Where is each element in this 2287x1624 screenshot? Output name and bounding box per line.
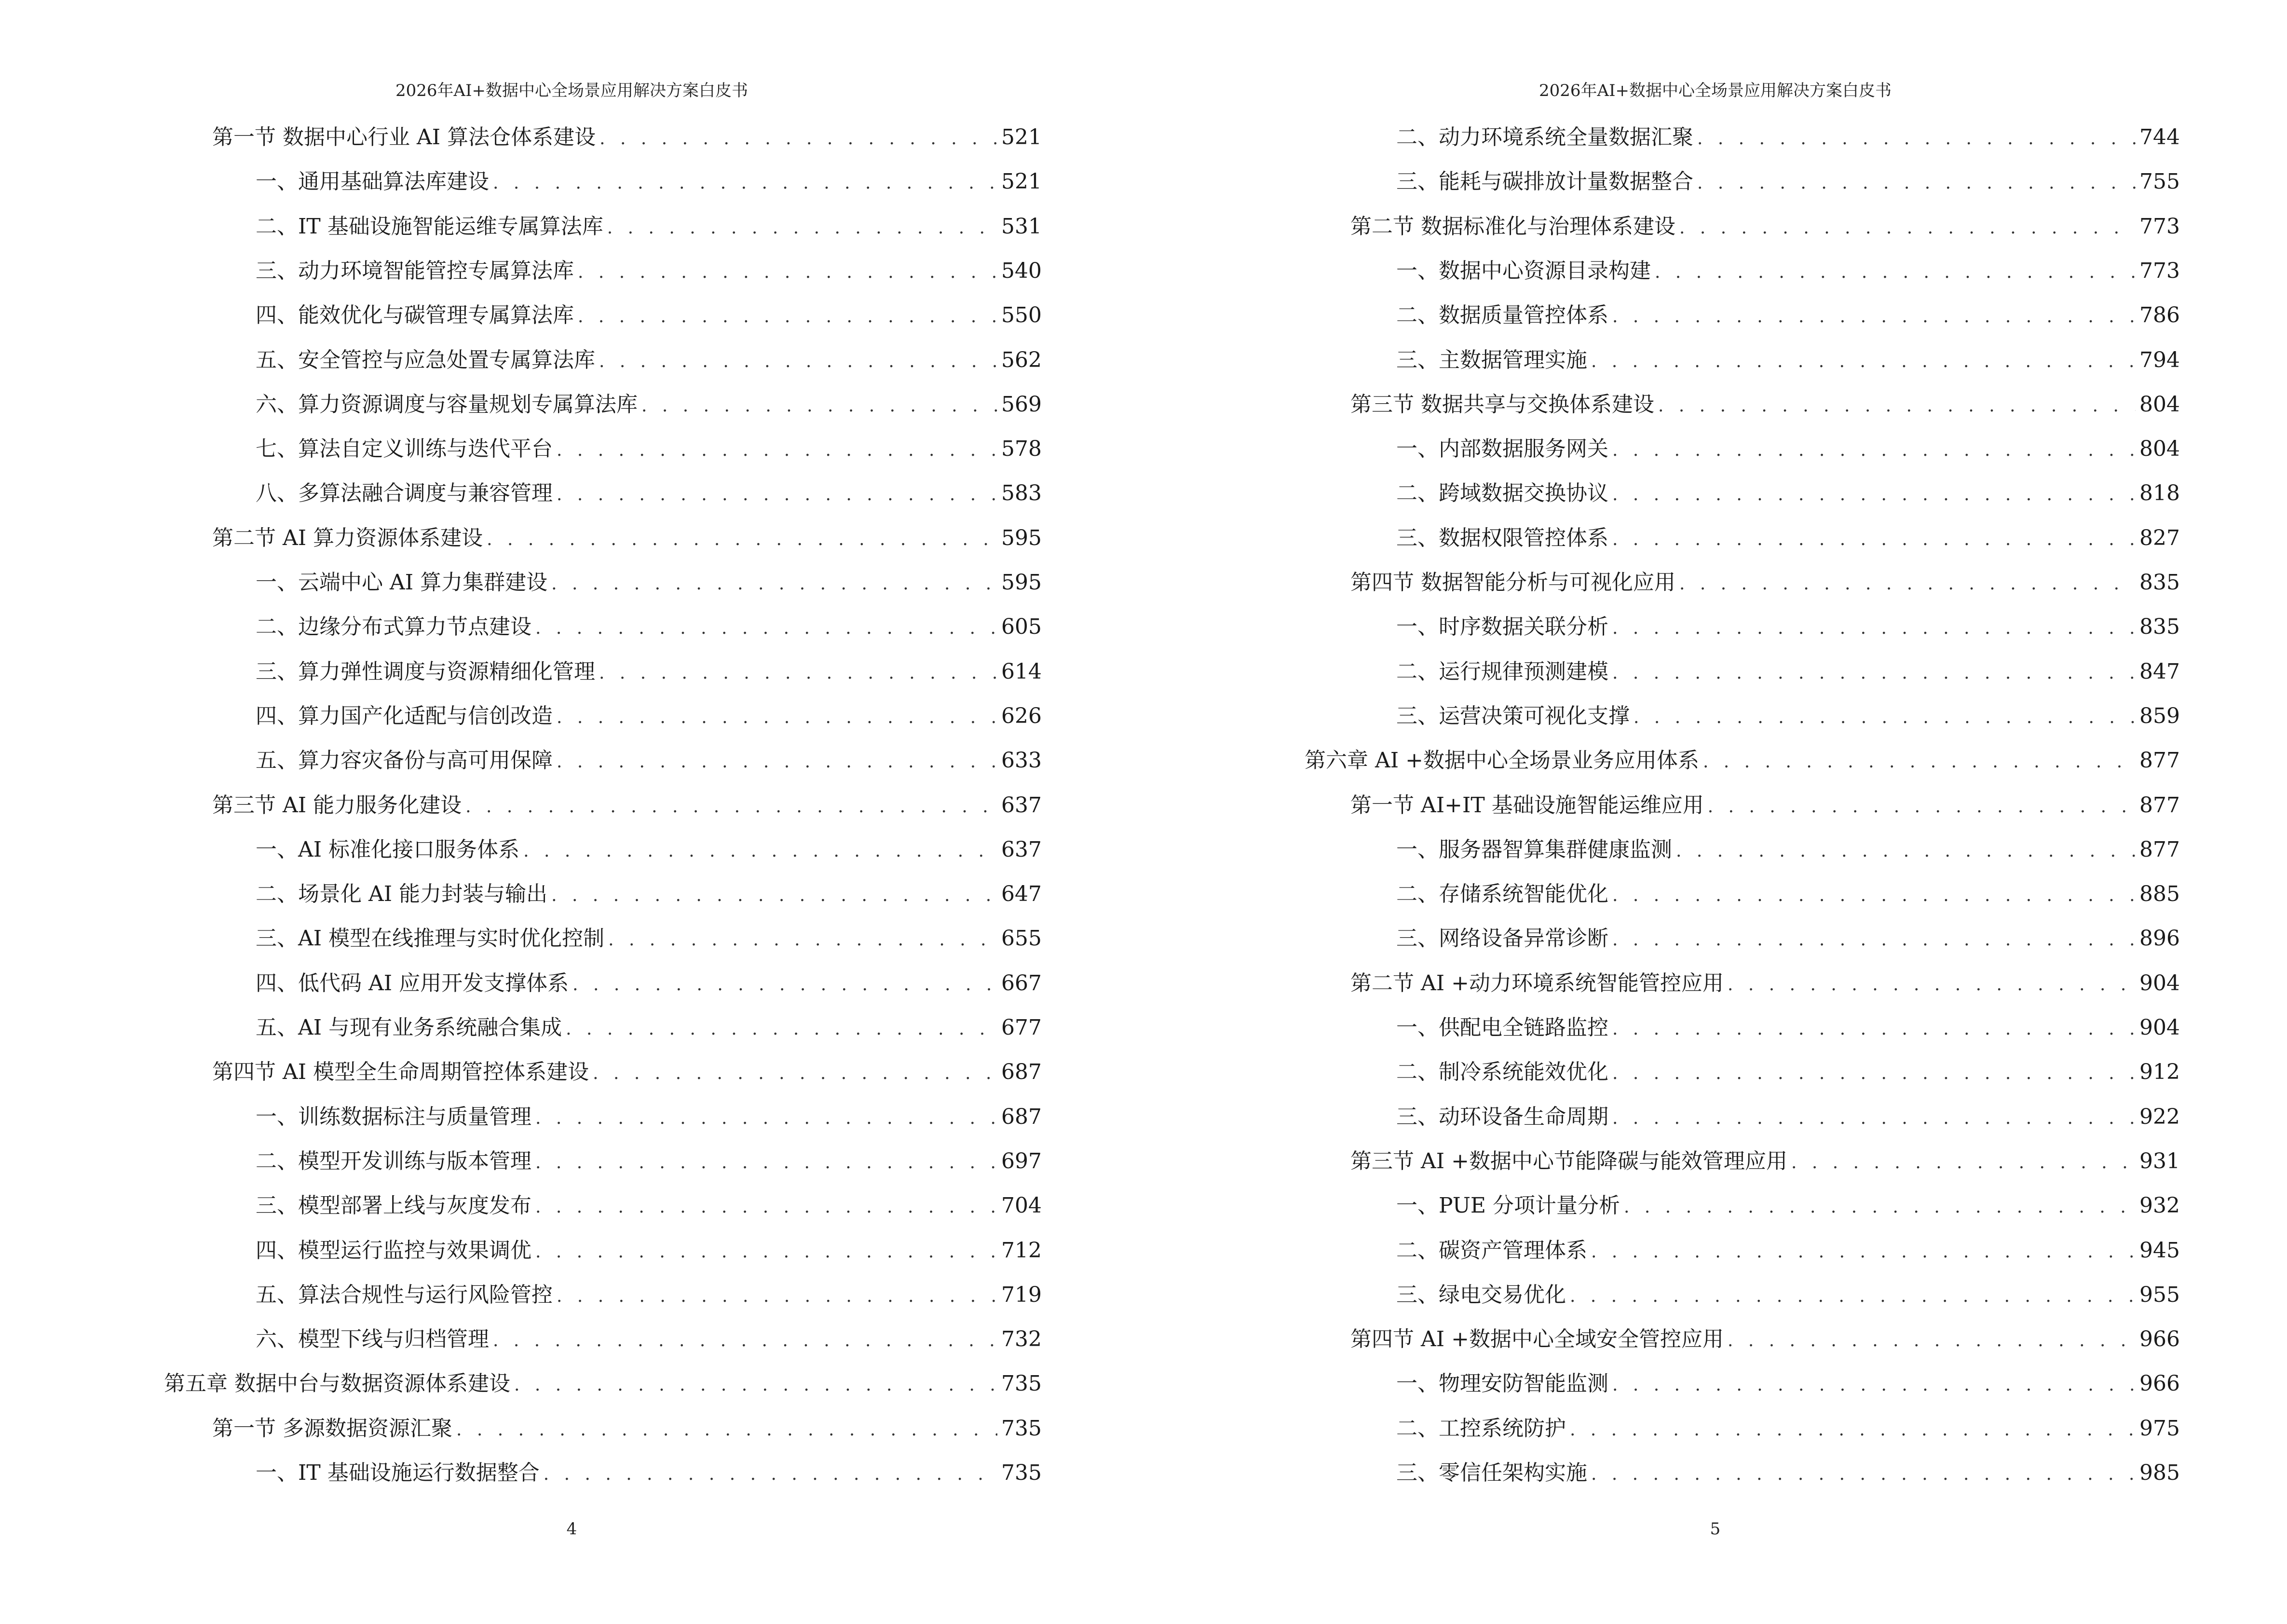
dot-leader <box>535 1242 997 1262</box>
toc-entry-label: 一、PUE 分项计量分析 <box>1396 1193 1620 1218</box>
toc-entry-page-number: 687 <box>1001 1104 1042 1129</box>
toc-subsection-entry[interactable] <box>256 654 1042 683</box>
toc-entry-label: 第一节 数据中心行业 AI 算法仓体系建设 <box>212 125 596 150</box>
toc-subsection-entry[interactable] <box>1396 654 2180 683</box>
toc-section-entry[interactable] <box>212 1054 1042 1083</box>
toc-entry-label: 三、运营决策可视化支撑 <box>1396 703 1630 728</box>
toc-entry-label: 一、AI 标准化接口服务体系 <box>256 837 520 862</box>
dot-leader <box>1679 218 2136 238</box>
toc-subsection-entry[interactable] <box>256 921 1042 950</box>
toc-entry-page-number: 966 <box>2139 1371 2180 1396</box>
toc-entry-page-number: 531 <box>1001 214 1042 239</box>
toc-subsection-entry[interactable] <box>1396 253 2180 282</box>
toc-entry-label: 第五章 数据中台与数据资源体系建设 <box>164 1371 510 1396</box>
dot-leader <box>535 1153 997 1173</box>
dot-leader <box>1612 618 2136 638</box>
toc-entry-page-number: 578 <box>1001 437 1042 462</box>
dot-leader <box>493 173 997 193</box>
dot-leader <box>566 1019 997 1039</box>
toc-entry-page-number: 667 <box>1001 970 1042 996</box>
toc-entry-label: 三、主数据管理实施 <box>1396 347 1587 372</box>
toc-subsection-entry[interactable] <box>256 1233 1042 1262</box>
dot-leader <box>1697 129 2136 149</box>
toc-entry-label: 二、工控系统防护 <box>1396 1416 1566 1441</box>
toc-entry-label: 第四节 AI +数据中心全域安全管控应用 <box>1350 1327 1724 1352</box>
toc-entry-page-number: 744 <box>2139 125 2180 150</box>
toc-entry-label: 第二节 AI +动力环境系统智能管控应用 <box>1350 970 1724 996</box>
toc-entry-page-number: 786 <box>2139 303 2180 328</box>
dot-leader <box>1612 1064 2136 1083</box>
dot-leader <box>1728 1331 2136 1351</box>
dot-leader <box>487 530 997 549</box>
dot-leader <box>1612 930 2136 950</box>
dot-leader <box>557 1286 997 1306</box>
toc-subsection-entry[interactable] <box>1396 431 2180 460</box>
toc-entry-label: 一、时序数据关联分析 <box>1396 614 1608 640</box>
dot-leader <box>557 708 997 727</box>
toc-subsection-entry[interactable] <box>256 1099 1042 1128</box>
toc-subsection-entry[interactable] <box>256 876 1042 905</box>
toc-section-entry[interactable] <box>1350 966 2180 995</box>
toc-subsection-entry[interactable] <box>256 1188 1042 1217</box>
toc-subsection-entry[interactable] <box>256 743 1042 772</box>
toc-entry-label: 八、多算法融合调度与兼容管理 <box>256 481 553 506</box>
toc-entry-label: 第四节 AI 模型全生命周期管控体系建设 <box>212 1060 589 1085</box>
toc-entry-page-number: 626 <box>1001 703 1042 728</box>
toc-subsection-entry[interactable] <box>256 431 1042 460</box>
toc-entry-page-number: 633 <box>1001 748 1042 773</box>
toc-entry-page-number: 521 <box>1001 125 1042 150</box>
toc-entry-page-number: 773 <box>2139 214 2180 239</box>
toc-subsection-entry[interactable] <box>1396 342 2180 371</box>
toc-entry-label: 六、算力资源调度与容量规划专属算法库 <box>256 392 638 417</box>
toc-entry-label: 三、AI 模型在线推理与实时优化控制 <box>256 926 605 951</box>
toc-subsection-entry[interactable] <box>1396 1233 2180 1262</box>
toc-entry-label: 三、动力环境智能管控专属算法库 <box>256 258 574 283</box>
toc-subsection-entry[interactable] <box>256 1455 1042 1484</box>
toc-entry-page-number: 550 <box>1001 303 1042 328</box>
dot-leader <box>1570 1286 2136 1306</box>
dot-leader <box>641 396 997 416</box>
toc-subsection-entry[interactable] <box>1396 1099 2180 1128</box>
dot-leader <box>514 1375 997 1395</box>
dot-leader <box>1679 574 2136 594</box>
dot-leader <box>578 307 997 327</box>
toc-subsection-entry[interactable] <box>1396 520 2180 549</box>
dot-leader <box>607 218 997 238</box>
toc-entry-label: 第一节 AI+IT 基础设施智能运维应用 <box>1350 792 1704 818</box>
toc-entry-page-number: 794 <box>2139 347 2180 372</box>
toc-section-entry[interactable] <box>1350 209 2180 238</box>
toc-entry-label: 二、制冷系统能效优化 <box>1396 1060 1608 1085</box>
toc-subsection-entry[interactable] <box>1396 609 2180 638</box>
toc-subsection-entry[interactable] <box>256 1144 1042 1173</box>
toc-subsection-entry[interactable] <box>1396 1188 2180 1217</box>
toc-entry-page-number: 877 <box>2139 748 2180 773</box>
toc-section-entry[interactable] <box>212 788 1042 817</box>
toc-entry-page-number: 827 <box>2139 525 2180 550</box>
dot-leader <box>599 663 997 683</box>
toc-entry-label: 四、模型运行监控与效果调优 <box>256 1238 531 1263</box>
toc-entry-page-number: 697 <box>1001 1148 1042 1174</box>
dot-leader <box>1612 485 2136 505</box>
dot-leader <box>1591 352 2136 371</box>
toc-entry-page-number: 677 <box>1001 1015 1042 1040</box>
toc-entry-page-number: 955 <box>2139 1282 2180 1307</box>
toc-entry-label: 第三节 AI 能力服务化建设 <box>212 792 462 818</box>
toc-entry-page-number: 637 <box>1001 792 1042 818</box>
toc-entry-label: 第二节 AI 算力资源体系建设 <box>212 525 483 550</box>
toc-entry-page-number: 904 <box>2139 1015 2180 1040</box>
toc-entry-page-number: 931 <box>2139 1148 2180 1174</box>
toc-entry-page-number: 687 <box>1001 1060 1042 1085</box>
toc-entry-label: 四、算力国产化适配与信创改造 <box>256 703 553 728</box>
toc-subsection-entry[interactable] <box>256 966 1042 995</box>
dot-leader <box>535 1108 997 1128</box>
dot-leader <box>1728 975 2136 995</box>
toc-entry-page-number: 904 <box>2139 970 2180 996</box>
toc-subsection-entry[interactable] <box>1396 476 2180 505</box>
dot-leader <box>1570 1420 2136 1440</box>
toc-section-entry[interactable] <box>1350 1322 2180 1351</box>
dot-leader <box>557 485 997 505</box>
toc-subsection-entry[interactable] <box>256 253 1042 282</box>
toc-entry-label: 一、服务器智算集群健康监测 <box>1396 837 1672 862</box>
dot-leader <box>1612 440 2136 460</box>
toc-subsection-entry[interactable] <box>256 298 1042 327</box>
toc-subsection-entry[interactable] <box>1396 1054 2180 1083</box>
toc-entry-label: 二、碳资产管理体系 <box>1396 1238 1587 1263</box>
toc-entry-label: 一、IT 基础设施运行数据整合 <box>256 1460 540 1485</box>
toc-entry-page-number: 647 <box>1001 882 1042 907</box>
toc-entry-label: 四、能效优化与碳管理专属算法库 <box>256 303 574 328</box>
toc-entry-page-number: 773 <box>2139 258 2180 283</box>
dot-leader <box>599 352 997 371</box>
toc-section-entry[interactable] <box>212 520 1042 549</box>
toc-entry-label: 五、安全管控与应急处置专属算法库 <box>256 347 595 372</box>
toc-entry-label: 三、数据权限管控体系 <box>1396 525 1608 550</box>
toc-entry-label: 五、算法合规性与运行风险管控 <box>256 1282 553 1307</box>
dot-leader <box>1634 708 2136 727</box>
toc-entry-label: 第二节 数据标准化与治理体系建设 <box>1350 214 1675 239</box>
toc-subsection-entry[interactable] <box>256 164 1042 193</box>
dot-leader <box>535 1197 997 1217</box>
dot-leader <box>1591 1242 2136 1262</box>
page-number: 5 <box>1710 1519 1721 1539</box>
toc-entry-page-number: 540 <box>1001 258 1042 283</box>
dot-leader <box>1791 1153 2136 1173</box>
toc-entry-label: 三、模型部署上线与灰度发布 <box>256 1193 531 1218</box>
dot-leader <box>593 1064 997 1083</box>
toc-subsection-entry[interactable] <box>1396 698 2180 727</box>
toc-section-entry[interactable] <box>1350 1144 2180 1173</box>
toc-subsection-entry[interactable] <box>256 1010 1042 1039</box>
toc-entry-page-number: 637 <box>1001 837 1042 862</box>
dot-leader <box>578 262 997 282</box>
toc-entry-label: 一、训练数据标注与质量管理 <box>256 1104 531 1129</box>
toc-subsection-entry[interactable] <box>256 832 1042 861</box>
toc-entry-page-number: 732 <box>1001 1327 1042 1352</box>
toc-subsection-entry[interactable] <box>256 209 1042 238</box>
dot-leader <box>557 752 997 772</box>
toc-entry-label: 二、IT 基础设施智能运维专属算法库 <box>256 214 603 239</box>
toc-page-right <box>1144 0 2287 1624</box>
toc-entry-label: 二、动力环境系统全量数据汇聚 <box>1396 125 1693 150</box>
dot-leader <box>572 975 997 995</box>
dot-leader <box>557 440 997 460</box>
toc-section-entry[interactable] <box>1350 387 2180 416</box>
toc-entry-page-number: 859 <box>2139 703 2180 728</box>
toc-entry-page-number: 614 <box>1001 659 1042 684</box>
toc-subsection-entry[interactable] <box>1396 876 2180 905</box>
dot-leader <box>1612 663 2136 683</box>
toc-entry-page-number: 835 <box>2139 614 2180 640</box>
toc-entry-label: 第一节 多源数据资源汇聚 <box>212 1416 452 1441</box>
dot-leader <box>1703 752 2136 772</box>
toc-entry-label: 二、跨域数据交换协议 <box>1396 481 1608 506</box>
dot-leader <box>523 841 997 861</box>
toc-subsection-entry[interactable] <box>1396 1411 2180 1440</box>
toc-entry-label: 五、AI 与现有业务系统融合集成 <box>256 1015 562 1040</box>
toc-entry-page-number: 755 <box>2139 169 2180 194</box>
toc-entry-page-number: 985 <box>2139 1460 2180 1485</box>
toc-subsection-entry[interactable] <box>256 698 1042 727</box>
toc-subsection-entry[interactable] <box>256 1322 1042 1351</box>
dot-leader <box>1655 262 2136 282</box>
toc-entry-page-number: 966 <box>2139 1327 2180 1352</box>
toc-subsection-entry[interactable] <box>256 609 1042 638</box>
toc-subsection-entry[interactable] <box>1396 298 2180 327</box>
running-header: 2026年AI+数据中心全场景应用解决方案白皮书 <box>395 81 748 100</box>
toc-entry-page-number: 885 <box>2139 882 2180 907</box>
dot-leader <box>1658 396 2136 416</box>
toc-entry-page-number: 562 <box>1001 347 1042 372</box>
dot-leader <box>1612 1019 2136 1039</box>
toc-entry-label: 一、内部数据服务网关 <box>1396 437 1608 462</box>
toc-entry-page-number: 835 <box>2139 570 2180 595</box>
dot-leader <box>1624 1197 2136 1217</box>
dot-leader <box>1612 307 2136 327</box>
toc-entry-label: 三、算力弹性调度与资源精细化管理 <box>256 659 595 684</box>
toc-entry-label: 三、零信任架构实施 <box>1396 1460 1587 1485</box>
toc-subsection-entry[interactable] <box>1396 1366 2180 1395</box>
toc-entry-page-number: 595 <box>1001 525 1042 550</box>
toc-entry-label: 四、低代码 AI 应用开发支撑体系 <box>256 970 569 996</box>
toc-subsection-entry[interactable] <box>256 387 1042 416</box>
dot-leader <box>551 886 997 905</box>
toc-subsection-entry[interactable] <box>1396 1010 2180 1039</box>
dot-leader <box>535 618 997 638</box>
dot-leader <box>551 574 997 594</box>
toc-subsection-entry[interactable] <box>1396 921 2180 950</box>
toc-section-entry[interactable] <box>1350 788 2180 817</box>
toc-subsection-entry[interactable] <box>1396 1277 2180 1306</box>
toc-entry-label: 第四节 数据智能分析与可视化应用 <box>1350 570 1675 595</box>
toc-entry-page-number: 804 <box>2139 392 2180 417</box>
toc-entry-page-number: 975 <box>2139 1416 2180 1441</box>
toc-entry-page-number: 583 <box>1001 481 1042 506</box>
toc-entry-page-number: 605 <box>1001 614 1042 640</box>
toc-entry-page-number: 847 <box>2139 659 2180 684</box>
toc-entry-page-number: 945 <box>2139 1238 2180 1263</box>
dot-leader <box>608 930 997 950</box>
toc-entry-page-number: 818 <box>2139 481 2180 506</box>
dot-leader <box>1612 530 2136 549</box>
dot-leader <box>1676 841 2136 861</box>
toc-subsection-entry[interactable] <box>256 565 1042 594</box>
running-header: 2026年AI+数据中心全场景应用解决方案白皮书 <box>1539 81 1892 100</box>
page-number: 4 <box>566 1519 577 1539</box>
toc-subsection-entry[interactable] <box>1396 120 2180 149</box>
toc-entry-page-number: 922 <box>2139 1104 2180 1129</box>
toc-entry-label: 二、数据质量管控体系 <box>1396 303 1608 328</box>
dot-leader <box>1697 173 2136 193</box>
toc-subsection-entry[interactable] <box>256 476 1042 505</box>
toc-entry-label: 第三节 数据共享与交换体系建设 <box>1350 392 1654 417</box>
toc-entry-page-number: 912 <box>2139 1060 2180 1085</box>
toc-entry-page-number: 569 <box>1001 392 1042 417</box>
toc-entry-label: 二、存储系统智能优化 <box>1396 882 1608 907</box>
dot-leader <box>1612 1108 2136 1128</box>
toc-entry-label: 一、数据中心资源目录构建 <box>1396 258 1651 283</box>
toc-entry-page-number: 735 <box>1001 1371 1042 1396</box>
dot-leader <box>1612 1375 2136 1395</box>
toc-entry-label: 一、物理安防智能监测 <box>1396 1371 1608 1396</box>
dot-leader <box>599 129 997 149</box>
toc-entry-page-number: 655 <box>1001 926 1042 951</box>
dot-leader <box>465 797 997 817</box>
toc-section-entry[interactable] <box>1350 565 2180 594</box>
toc-entry-page-number: 877 <box>2139 792 2180 818</box>
dot-leader <box>456 1420 997 1440</box>
toc-entry-label: 三、能耗与碳排放计量数据整合 <box>1396 169 1693 194</box>
toc-entry-page-number: 595 <box>1001 570 1042 595</box>
toc-entry-label: 七、算法自定义训练与迭代平台 <box>256 437 553 462</box>
toc-subsection-entry[interactable] <box>1396 832 2180 861</box>
toc-section-entry[interactable] <box>212 1411 1042 1440</box>
toc-entry-label: 三、网络设备异常诊断 <box>1396 926 1608 951</box>
toc-entry-page-number: 804 <box>2139 437 2180 462</box>
toc-entry-page-number: 704 <box>1001 1193 1042 1218</box>
toc-subsection-entry[interactable] <box>1396 164 2180 193</box>
toc-entry-label: 六、模型下线与归档管理 <box>256 1327 489 1352</box>
toc-entry-page-number: 521 <box>1001 169 1042 194</box>
toc-entry-page-number: 932 <box>2139 1193 2180 1218</box>
toc-subsection-entry[interactable] <box>1396 1455 2180 1484</box>
toc-entry-label: 一、供配电全链路监控 <box>1396 1015 1608 1040</box>
toc-entry-page-number: 735 <box>1001 1460 1042 1485</box>
toc-chapter-entry[interactable] <box>164 1366 1042 1395</box>
toc-entry-page-number: 735 <box>1001 1416 1042 1441</box>
toc-entry-label: 第三节 AI +数据中心节能降碳与能效管理应用 <box>1350 1148 1787 1174</box>
toc-entry-page-number: 896 <box>2139 926 2180 951</box>
toc-entry-label: 二、边缘分布式算力节点建设 <box>256 614 531 640</box>
toc-section-entry[interactable] <box>212 120 1042 149</box>
dot-leader <box>1612 886 2136 905</box>
toc-entry-label: 三、绿电交易优化 <box>1396 1282 1566 1307</box>
toc-subsection-entry[interactable] <box>256 342 1042 371</box>
dot-leader <box>1591 1464 2136 1484</box>
toc-entry-page-number: 719 <box>1001 1282 1042 1307</box>
toc-entry-label: 一、云端中心 AI 算力集群建设 <box>256 570 548 595</box>
toc-entry-label: 一、通用基础算法库建设 <box>256 169 489 194</box>
dot-leader <box>544 1464 997 1484</box>
toc-entry-label: 二、运行规律预测建模 <box>1396 659 1608 684</box>
toc-entry-label: 二、场景化 AI 能力封装与输出 <box>256 882 548 907</box>
toc-entry-label: 五、算力容灾备份与高可用保障 <box>256 748 553 773</box>
dot-leader <box>1708 797 2136 817</box>
dot-leader <box>493 1331 997 1351</box>
toc-entry-page-number: 712 <box>1001 1238 1042 1263</box>
toc-entry-label: 第六章 AI +数据中心全场景业务应用体系 <box>1305 748 1699 773</box>
toc-entry-page-number: 877 <box>2139 837 2180 862</box>
toc-entry-label: 二、模型开发训练与版本管理 <box>256 1148 531 1174</box>
toc-entry-label: 三、动环设备生命周期 <box>1396 1104 1608 1129</box>
toc-chapter-entry[interactable] <box>1305 743 2180 772</box>
toc-subsection-entry[interactable] <box>256 1277 1042 1306</box>
